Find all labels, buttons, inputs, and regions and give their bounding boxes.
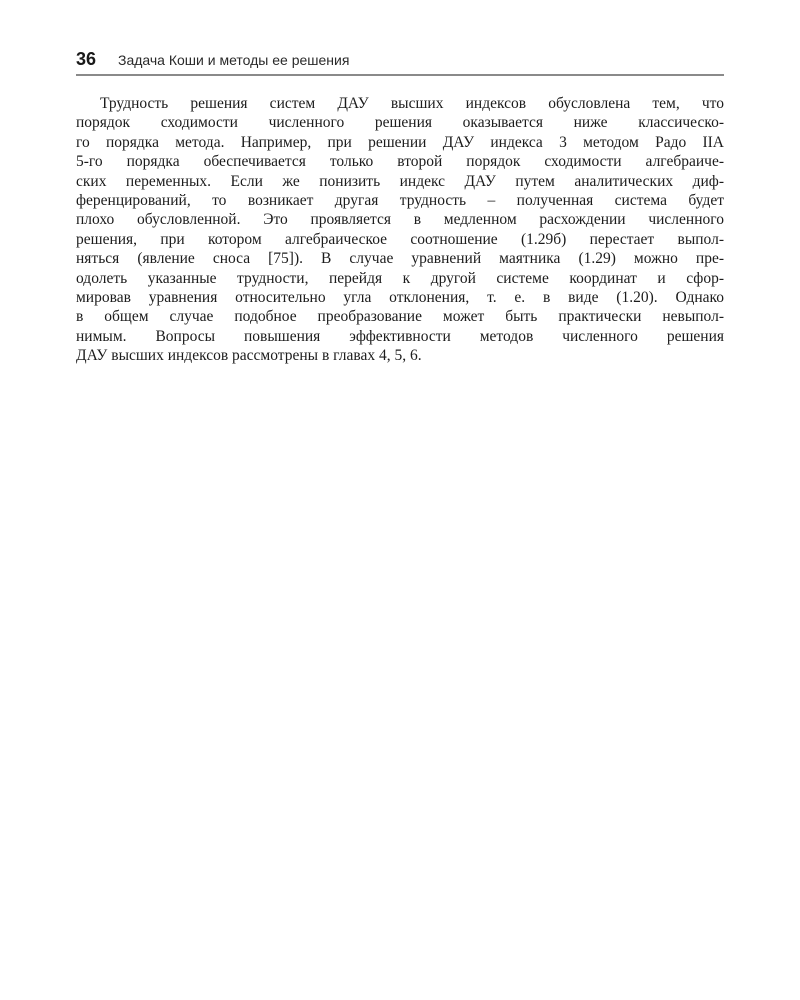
paragraph-line: мировав уравнения относительно угла отклонения, т. е. в виде (1.20). Однако [76,288,724,306]
paragraph-line: ских переменных. Если же понизить индекс ДАУ путем аналитических диф- [76,172,724,190]
paragraph-line: порядок сходимости численного решения оказывается ниже классическо- [76,114,724,132]
paragraph-line: одолеть указанные трудности, перейдя к другой системе координат и сфор- [76,269,724,287]
paragraph-line: го порядка метода. Например, при решении ДАУ индекса 3 методом Радо IIA [76,133,724,151]
body-paragraph [76,94,724,365]
paragraph-line: решения, при котором алгебраическое соотношение (1.29б) перестает выпол- [76,230,724,248]
paragraph-line: ДАУ высших индексов рассмотрены в главах 4, 5, 6. [76,347,422,365]
paragraph-line: 5-го порядка обеспечивается только второй порядок сходимости алгебраиче- [76,153,724,171]
paragraph-line: нимым. Вопросы повышения эффективности методов численного решения [76,327,724,345]
page-header [76,48,724,76]
paragraph-line: в общем случае подобное преобразование может быть практически невыпол- [76,308,724,326]
paragraph-line: няться (явление сноса [75]). В случае уравнений маятника (1.29) можно пре- [76,250,724,268]
page-number: 36 [76,49,97,69]
paragraph-line: плохо обусловленной. Это проявляется в медленном расхождении численного [76,211,724,229]
paragraph-line: Трудность решения систем ДАУ высших индексов обусловлена тем, что [100,95,724,112]
running-title: Задача Коши и методы ее решения [118,52,350,68]
paragraph-line: ференцирований, то возникает другая трудность – полученная система будет [76,191,724,209]
